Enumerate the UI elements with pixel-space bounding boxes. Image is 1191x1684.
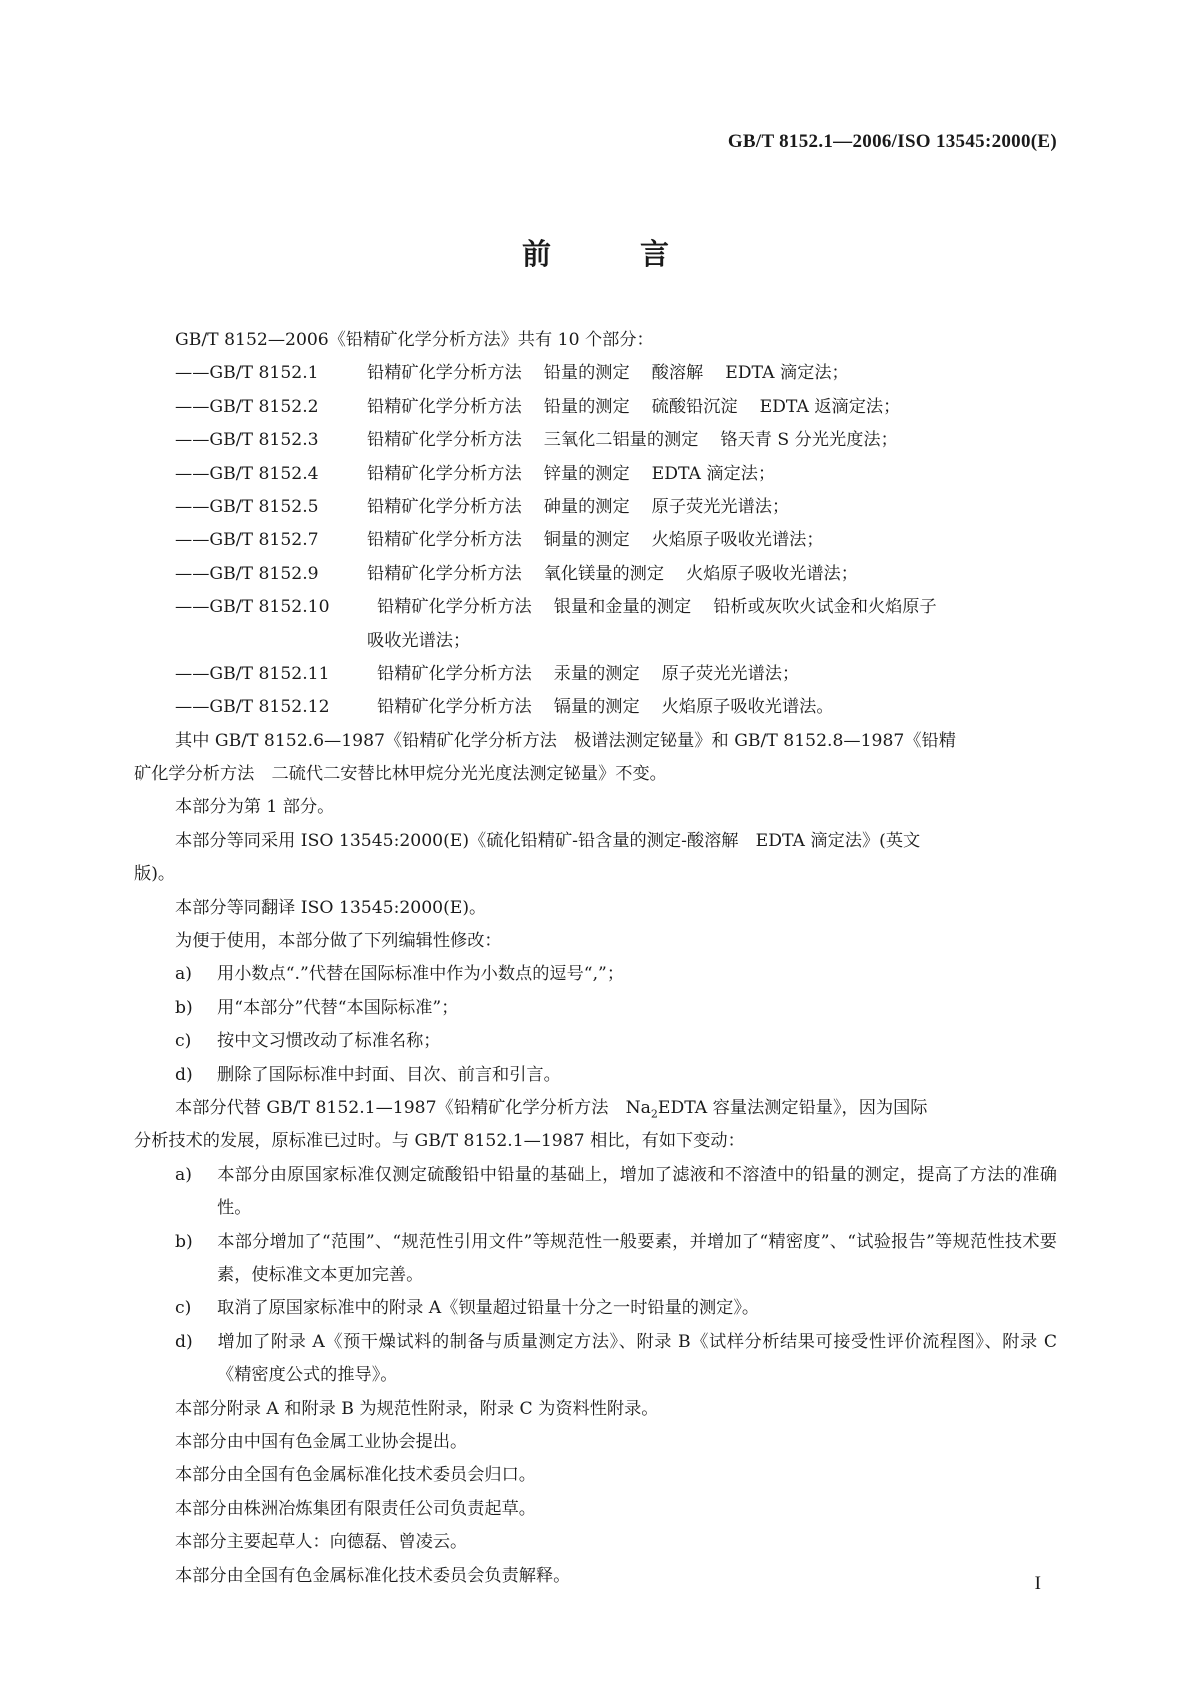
list-item: ——GB/T 8152.9 铅精矿化学分析方法 氧化镁量的测定 火焰原子吸收光谱法； xyxy=(134,558,1057,591)
part-code: ——GB/T 8152.11 xyxy=(175,663,330,684)
foreword-body xyxy=(134,324,1057,1593)
replacement-paragraph-line1: 本部分代替 GB/T 8152.1—1987《铅精矿化学分析方法 $Na_2EDTA$ 容量法测定铅量》，因为国际 xyxy=(175,1097,928,1121)
part-code: ——GB/T 8152.10 xyxy=(175,597,330,618)
adoption-paragraph-line2: 版)。 xyxy=(134,864,176,885)
unchanged-paragraph-line1: 其中 GB/T 8152.6—1987《铅精矿化学分析方法 极谱法测定铋量》和 GB/T 8152.8—1987《铅精 xyxy=(175,730,956,751)
part-code: ——GB/T 8152.9 xyxy=(175,563,319,584)
edits-list xyxy=(134,958,1057,1092)
changes-list xyxy=(134,1159,1057,1393)
list-item: d) 增加了附录 A《预干燥试料的制备与质量测定方法》、附录 B《试样分析结果可接受性评价流程图》、附录 C《精密度公式的推导》。 xyxy=(175,1331,1057,1386)
list-item: ——GB/T 8152.3 铅精矿化学分析方法 三氧化二铝量的测定 铬天青 S 分光光度法； xyxy=(134,424,1057,457)
list-item: c) 按中文习惯改动了标准名称； xyxy=(175,1031,441,1052)
page-number: I xyxy=(1034,1573,1041,1594)
annex-statement: 本部分附录 A 和附录 B 为规范性附录，附录 C 为资料性附录。 xyxy=(175,1398,659,1419)
list-item: c) 取消了原国家标准中的附录 A《钡量超过铅量十分之一时铅量的测定》。 xyxy=(175,1298,760,1319)
unchanged-paragraph-line2: 矿化学分析方法 二硫代二安替比林甲烷分光光度法测定铋量》不变。 xyxy=(134,764,667,785)
list-item: ——GB/T 8152.12 铅精矿化学分析方法 镉量的测定 火焰原子吸收光谱法。 xyxy=(134,691,1057,724)
interpretation-statement: 本部分由全国有色金属标准化技术委员会负责解释。 xyxy=(175,1565,571,1586)
page-title: 前 言 xyxy=(521,237,699,271)
list-item: ——GB/T 8152.2 铅精矿化学分析方法 铅量的测定 硫酸铅沉淀 EDTA 返滴定法； xyxy=(134,391,1057,424)
translation-paragraph: 本部分等同翻译 ISO 13545:2000(E)。 xyxy=(175,897,487,918)
part-code: ——GB/T 8152.1 xyxy=(175,363,319,384)
part-code: ——GB/T 8152.2 xyxy=(175,396,319,417)
part-number-paragraph: 本部分为第 1 部分。 xyxy=(175,797,335,818)
drafting-unit-statement: 本部分由株洲冶炼集团有限责任公司负责起草。 xyxy=(175,1498,536,1519)
list-item: ——GB/T 8152.10 铅精矿化学分析方法 银量和金量的测定 铅析或灰吹火试金和火焰原子 xyxy=(134,591,1057,624)
proposer-statement: 本部分由中国有色金属工业协会提出。 xyxy=(175,1432,468,1452)
parts-list xyxy=(134,357,1057,724)
replacement-paragraph-line2: 分析技术的发展，原标准已过时。与 GB/T 8152.1—1987 相比，有如下变动： xyxy=(134,1131,745,1152)
standard-code-header: GB/T 8152.1—2006/ISO 13545:2000(E) xyxy=(727,131,1057,152)
edits-intro: 为便于使用，本部分做了下列编辑性修改： xyxy=(175,931,502,952)
list-item: a) 本部分由原国家标准仅测定硫酸铅中铅量的基础上，增加了滤液和不溶渣中的铅量的测定，提高了方法的准确性。 xyxy=(175,1164,1057,1219)
drafters-statement: 本部分主要起草人：向德磊、曾凌云。 xyxy=(175,1532,468,1553)
list-item: d) 删除了国际标准中封面、目次、前言和引言。 xyxy=(175,1064,561,1085)
part-code: ——GB/T 8152.12 xyxy=(175,697,330,718)
list-item: ——GB/T 8152.7 铅精矿化学分析方法 铜量的测定 火焰原子吸收光谱法； xyxy=(134,524,1057,557)
list-item: b) 本部分增加了“范围”、“规范性引用文件”等规范性一般要素，并增加了“精密度”、“试验报告”等规范性技术要素，使标准文本更加完善。 xyxy=(175,1231,1057,1285)
intro-paragraph: GB/T 8152—2006《铅精矿化学分析方法》共有 10 个部分： xyxy=(175,330,654,350)
list-item: ——GB/T 8152.4 铅精矿化学分析方法 锌量的测定 EDTA 滴定法； xyxy=(134,458,1057,491)
centralized-statement: 本部分由全国有色金属标准化技术委员会归口。 xyxy=(175,1465,536,1486)
list-item: b) 用“本部分”代替“本国际标准”； xyxy=(175,997,459,1018)
adoption-paragraph-line1: 本部分等同采用 ISO 13545:2000(E)《硫化铅精矿-铅含量的测定-酸溶解 EDTA 滴定法》(英文 xyxy=(175,830,921,851)
list-item: ——GB/T 8152.1 铅精矿化学分析方法 铅量的测定 酸溶解 EDTA 滴定法； xyxy=(134,357,1057,390)
list-item: a) 用小数点“.”代替在国际标准中作为小数点的逗号“,”； xyxy=(175,964,625,985)
list-item-continuation: 吸收光谱法； xyxy=(367,630,471,651)
part-code: ——GB/T 8152.7 xyxy=(175,530,319,551)
part-code: ——GB/T 8152.3 xyxy=(175,430,319,451)
list-item: ——GB/T 8152.5 铅精矿化学分析方法 砷量的测定 原子荧光光谱法； xyxy=(134,491,1057,524)
part-code: ——GB/T 8152.4 xyxy=(175,463,319,484)
list-item: ——GB/T 8152.11 铅精矿化学分析方法 汞量的测定 原子荧光光谱法； xyxy=(134,658,1057,691)
part-code: ——GB/T 8152.5 xyxy=(175,496,319,517)
